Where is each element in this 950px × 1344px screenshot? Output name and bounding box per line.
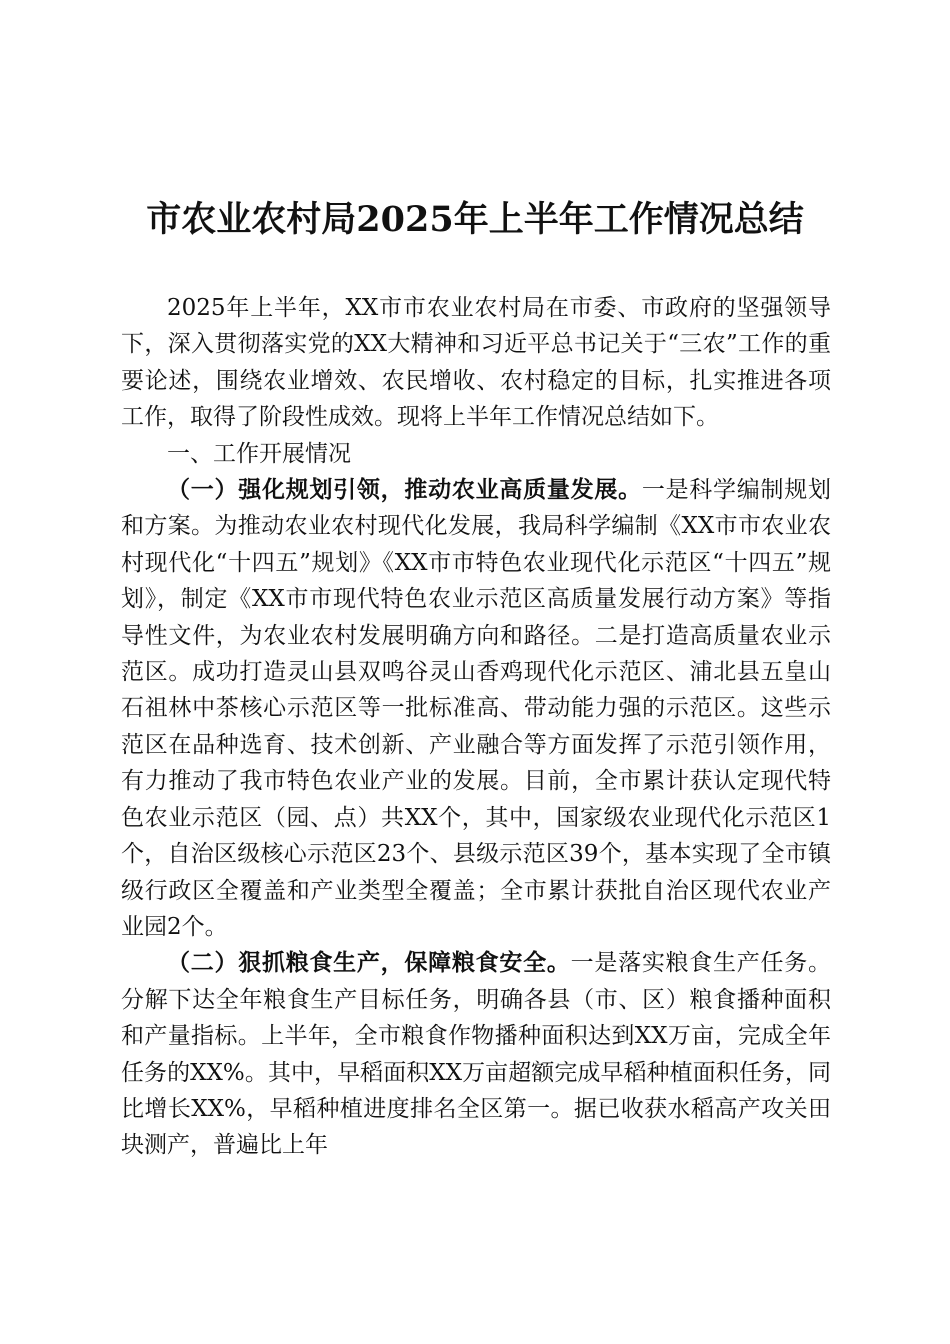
subsection-1-heading: （一）强化规划引领，推动农业高质量发展。 [167,476,642,504]
document-body [121,290,831,1164]
subsection-2-paragraph [121,945,831,1163]
subsection-2-heading: （二）狠抓粮食生产，保障粮食安全。 [167,949,571,977]
section-heading: 一、工作开展情况 [167,440,351,467]
document-title: 市农业农村局2025年上半年工作情况总结 [146,199,804,240]
subsection-1-paragraph [121,472,831,945]
intro-paragraph: 2025年上半年，XX市市农业农村局在市委、市政府的坚强领导下，深入贯彻落实党的XX大精神和习近平总书记关于“三农”工作的重要论述，围绕农业增效、农民增收、农村稳定的目标，扎实推进各项工作，取得了阶段性成效。现将上半年工作情况总结如下。 [121,295,831,431]
subsection-2-body: 一是落实粮食生产任务。分解下达全年粮食生产目标任务，明确各县（市、区）粮食播种面积和产量指标。上半年，全市粮食作物播种面积达到XX万亩，完成全年任务的XX%。其中，早稻面积XX万亩超额完成早稻种植面积任务，同比增长XX%，早稻种植进度排名全区第一。据已收获水稻高产攻关田块测产，普遍比上年 [121,950,832,1159]
subsection-1-body: 一是科学编制规划和方案。为推动农业农村现代化发展，我局科学编制《XX市市农业农村现代化“十四五”规划》《XX市市特色农业现代化示范区“十四五”规划》，制定《XX市市现代特色农业示范区高质量发展行动方案》等指导性文件，为农业农村发展明确方向和路径。二是打造高质量农业示范区。成功打造灵山县双鸣谷灵山香鸡现代化示范区、浦北县五皇山石祖林中茶核心示范区等一批标准高、带动能力强的示范区。这些示范区在品种选育、技术创新、产业融合等方面发挥了示范引领作用，有力推动了我市特色农业产业的发展。目前，全市累计获认定现代特色农业示范区（园、点）共XX个，其中，国家级农业现代化示范区1个，自治区级核心示范区23个、县级示范区39个，基本实现了全市镇级行政区全覆盖和产业类型全覆盖；全市累计获批自治区现代农业产业园2个。 [121,477,832,940]
